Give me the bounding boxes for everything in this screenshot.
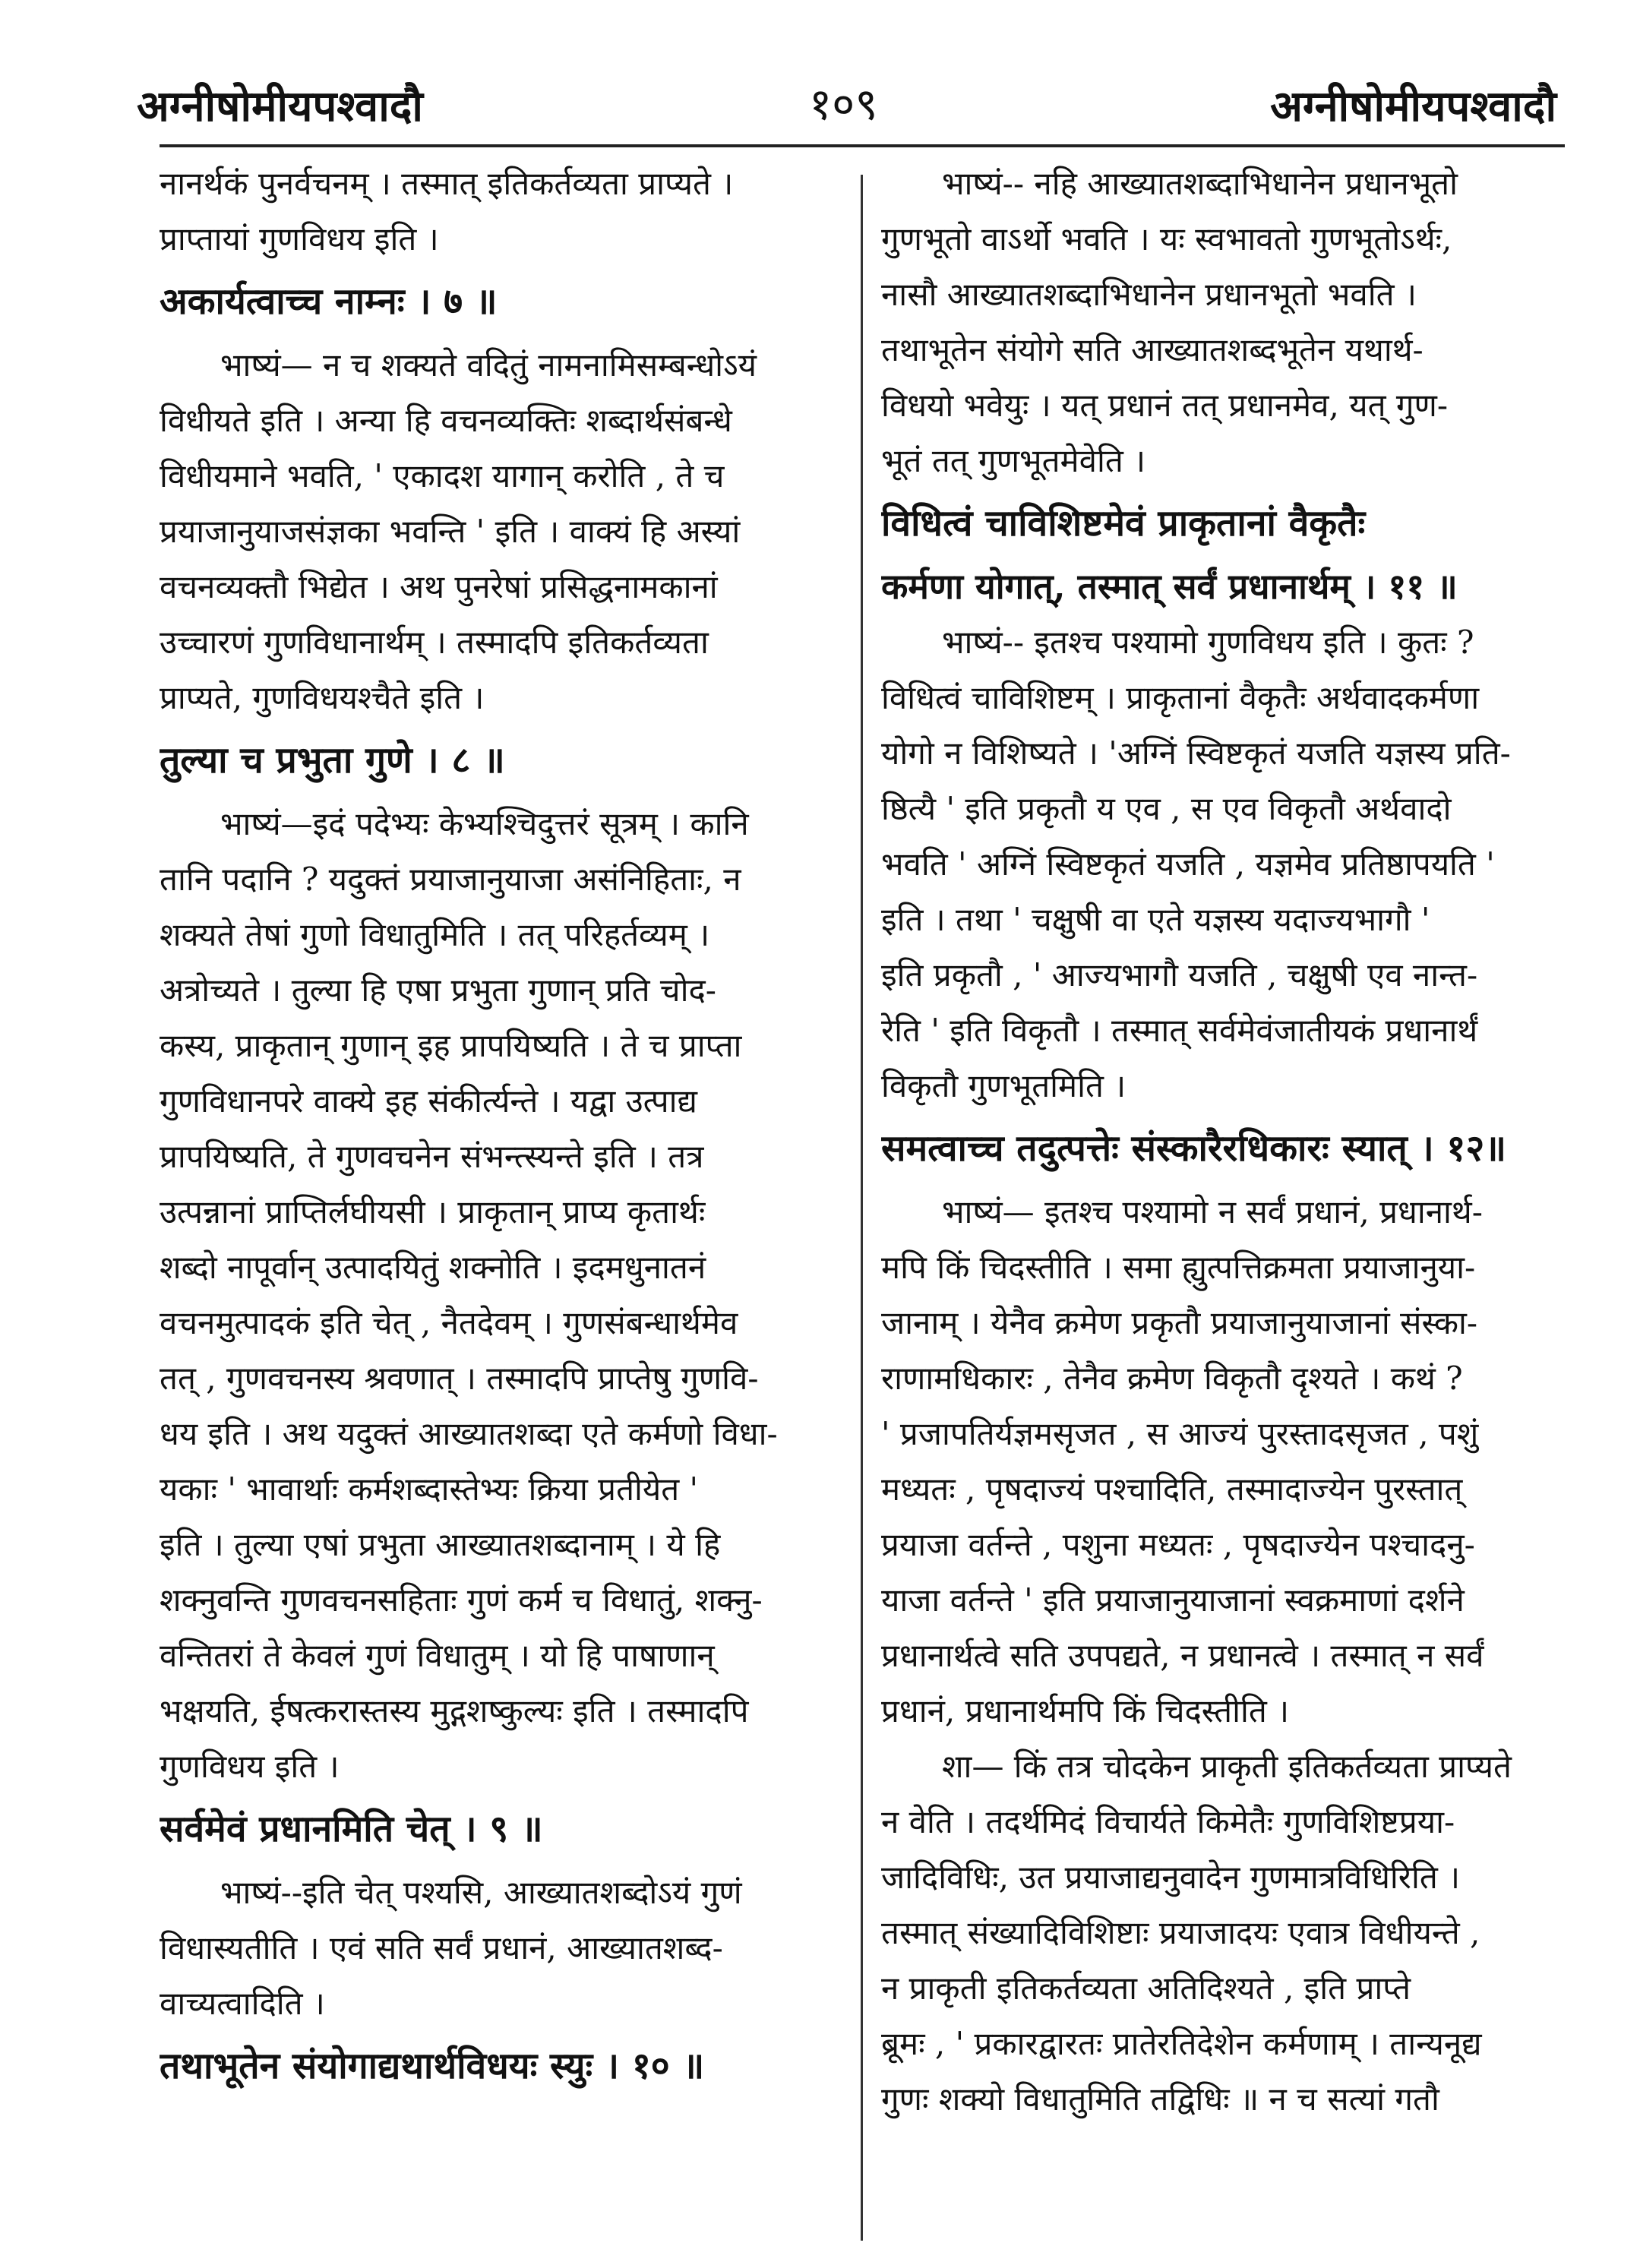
text-line: मपि किं चिदस्तीति । समा ह्युत्पत्तिक्रमता प्रयाजानुया- [881, 1249, 1476, 1286]
text-line: कस्य, प्राकृतान् गुणान् इह प्रापयिष्यति । ते च प्राप्ता [160, 1027, 742, 1064]
sutra-heading: तुल्या च प्रभुता गुणे । ८ ॥ [160, 739, 505, 782]
running-title-right: अग्नीषोमीयपश्वादौ [1270, 81, 1556, 131]
text-line: न प्राकृती इतिकर्तव्यता अतिदिश्यते , इति प्राप्ते [881, 1969, 1411, 2007]
text-line: प्राप्तायां गुणविधय इति । [160, 220, 439, 257]
text-line: भाष्यं— न च शक्यते वदितुं नामनामिसम्बन्धोऽयं [220, 346, 757, 384]
text-line: प्रधानार्थत्वे सति उपपद्यते, न प्रधानत्वे । तस्मात् न सर्वं [881, 1637, 1484, 1674]
sutra-heading: सर्वमेवं प्रधानमिति चेत् । ९ ॥ [160, 1808, 543, 1850]
text-line: जादिविधिः, उत प्रयाजाद्यनुवादेन गुणमात्रविधिरिति । [881, 1859, 1461, 1896]
text-line: भाष्यं— इतश्च पश्यामो न सर्वं प्रधानं, प्रधानार्थ- [942, 1193, 1483, 1230]
text-line: शक्नुवन्ति गुणवचनसहिताः गुणं कर्म च विधातुं, शक्नु- [160, 1581, 763, 1619]
text-line: तस्मात् संख्यादिविशिष्टाः प्रयाजादयः एवात्र विधीयन्ते , [881, 1914, 1480, 1951]
text-line: राणामधिकारः , तेनैव क्रमेण विकृतौ दृश्यते । कथं ? [881, 1360, 1463, 1397]
text-line: विधीयते इति । अन्या हि वचनव्यक्तिः शब्दार्थसंबन्धे [160, 402, 732, 439]
text-line: नानर्थकं पुनर्वचनम् । तस्मात् इतिकर्तव्यता प्राप्यते । [160, 165, 734, 202]
text-line: प्रयाजा वर्तन्ते , पशुना मध्यतः , पृषदाज्येन पश्चादनु- [881, 1526, 1475, 1563]
text-line: शक्यते तेषां गुणो विधातुमिति । तत् परिहर्तव्यम् । [160, 916, 710, 953]
text-line: भूतं तत् गुणभूतमेवेति । [881, 442, 1146, 479]
text-line: योगो न विशिष्यते । 'अग्निं स्विष्टकृतं यजति यज्ञस्य प्रति- [881, 734, 1511, 772]
text-line: नासौ आख्यातशब्दाभिधानेन प्रधानभूतो भवति । [881, 276, 1417, 313]
text-line: प्रापयिष्यति, ते गुणवचनेन संभन्त्स्यन्ते इति । तत्र [160, 1138, 704, 1175]
text-line: गुणः शक्यो विधातुमिति तद्विधिः ॥ न च सत्यां गतौ [881, 2080, 1439, 2118]
text-line: ' प्रजापतिर्यज्ञमसृजत , स आज्यं पुरस्तादसृजत , पशुं [881, 1415, 1479, 1452]
text-line: इति प्रकृतौ , ' आज्यभागौ यजति , चक्षुषी एव नान्त- [881, 956, 1478, 993]
text-line: भाष्यं--इति चेत् पश्यसि, आख्यातशब्दोऽयं गुणं [220, 1874, 742, 1911]
sutra-heading: विधित्वं चाविशिष्टमेवं प्राकृतानां वैकृतैः [881, 502, 1366, 545]
text-line: कर्मणा योगात्, तस्मात् सर्वं प्रधानार्थम् । ११ ॥ [881, 566, 1458, 607]
text-line: वचनव्यक्तौ भिद्येत । अथ पुनरेषां प्रसिद्धनामकानां [160, 568, 718, 605]
text-line: ष्ठित्यै ' इति प्रकृतौ य एव , स एव विकृतौ अर्थवादो [881, 790, 1452, 827]
text-line: भक्षयति, ईषत्करास्तस्य मुद्गशष्कुल्यः इति । तस्मादपि [160, 1692, 749, 1729]
column-divider [861, 175, 863, 2241]
text-line: यकाः ' भावार्थाः कर्मशब्दास्तेभ्यः क्रिया प्रतीयेत ' [160, 1470, 699, 1508]
text-line: जानाम् । येनैव क्रमेण प्रकृतौ प्रयाजानुयाजानां संस्का- [881, 1304, 1478, 1341]
text-line: इति । तथा ' चक्षुषी वा एते यज्ञस्य यदाज्यभागौ ' [881, 901, 1430, 938]
text-line: गुणविधय इति । [160, 1748, 340, 1785]
text-line: वन्तितरां ते केवलं गुणं विधातुम् । यो हि पाषाणान् [160, 1637, 715, 1674]
page-number: १०९ [809, 78, 878, 130]
text-line: विधयो भवेयुः । यत् प्रधानं तत् प्रधानमेव, यत् गुण- [881, 387, 1449, 424]
text-line: अत्रोच्यते । तुल्या हि एषा प्रभुता गुणान् प्रति चोद- [160, 971, 716, 1009]
text-line: न वेति । तदर्थमिदं विचार्यते किमेतैः गुणविशिष्टप्रया- [881, 1803, 1455, 1840]
text-line: प्राप्यते, गुणविधयश्चैते इति । [160, 679, 485, 716]
text-line: भाष्यं-- नहि आख्यातशब्दाभिधानेन प्रधानभूतो [942, 165, 1458, 202]
running-title-left: अग्नीषोमीयपश्वादौ [137, 81, 423, 131]
text-line: तत् , गुणवचनस्य श्रवणात् । तस्मादपि प्राप्तेषु गुणवि- [160, 1360, 759, 1397]
text-line: विधास्यतीति । एवं सति सर्वं प्रधानं, आख्यातशब्द- [160, 1929, 723, 1966]
text-line: विधित्वं चाविशिष्टम् । प्राकृतानां वैकृतैः अर्थवादकर्मणा [881, 679, 1480, 716]
text-line: प्रयाजानुयाजसंज्ञका भवन्ति ' इति । वाक्यं हि अस्यां [160, 513, 741, 550]
page-header [0, 0, 1640, 141]
text-line: शब्दो नापूर्वान् उत्पादयितुं शक्नोति । इदमधुनातनं [160, 1249, 706, 1286]
text-line: गुणविधानपरे वाक्ये इह संकीर्त्यन्ते । यद्वा उत्पाद्य [160, 1082, 697, 1120]
text-line: वाच्यत्वादिति । [160, 1985, 325, 2022]
left-column [160, 156, 843, 2253]
right-column [881, 156, 1565, 2253]
text-line: शा— किं तत्र चोदकेन प्राकृती इतिकर्तव्यता प्राप्यते [942, 1748, 1512, 1785]
text-line: इति । तुल्या एषां प्रभुता आख्यातशब्दानाम् । ये हि [160, 1526, 721, 1563]
sutra-heading: अकार्यत्वाच्च नाम्नः । ७ ॥ [160, 280, 498, 323]
text-line: भाष्यं—इदं पदेभ्यः केभ्यश्चिदुत्तरं सूत्रम् । कानि [220, 805, 749, 842]
text-line: रेति ' इति विकृतौ । तस्मात् सर्वमेवंजातीयकं प्रधानार्थं [881, 1012, 1478, 1049]
header-rule [160, 144, 1565, 147]
text-line: प्रधानं, प्रधानार्थमपि किं चिदस्तीति । [881, 1692, 1290, 1729]
text-line: वचनमुत्पादकं इति चेत् , नैतदेवम् । गुणसंबन्धार्थमेव [160, 1304, 738, 1341]
text-line: उच्चारणं गुणविधानार्थम् । तस्मादपि इतिकर्तव्यता [160, 624, 709, 661]
text-line: गुणभूतो वाऽर्थो भवति । यः स्वभावतो गुणभूतोऽर्थः, [881, 220, 1452, 257]
text-line: विकृतौ गुणभूतमिति । [881, 1067, 1127, 1104]
text-line: याजा वर्तन्ते ' इति प्रयाजानुयाजानां स्वक्रमाणां दर्शने [881, 1581, 1465, 1619]
text-line: धय इति । अथ यदुक्तं आख्यातशब्दा एते कर्मणो विधा- [160, 1415, 778, 1452]
sutra-heading: तथाभूतेन संयोगाद्यथार्थविधयः स्युः । १० ॥ [160, 2045, 705, 2087]
text-line: तथाभूतेन संयोगे सति आख्यातशब्दभूतेन यथार्थ- [881, 331, 1424, 368]
text-line: भाष्यं-- इतश्च पश्यामो गुणविधय इति । कुतः ? [942, 624, 1474, 661]
sutra-heading: समत्वाच्च तदुत्पत्तेः संस्कारैरधिकारः स्यात् । १२॥ [881, 1127, 1507, 1170]
text-line: तानि पदानि ? यदुक्तं प्रयाजानुयाजा असंनिहिताः, न [160, 861, 741, 898]
text-line: उत्पन्नानां प्राप्तिर्लघीयसी । प्राकृतान् प्राप्य कृतार्थः [160, 1193, 706, 1230]
text-line: मध्यतः , पृषदाज्यं पश्चादिति, तस्मादाज्येन पुरस्तात् [881, 1470, 1463, 1508]
text-line: भवति ' अग्निं स्विष्टकृतं यजति , यज्ञमेव प्रतिष्ठापयति ' [881, 845, 1495, 883]
text-line: विधीयमाने भवति, ' एकादश यागान् करोति , ते च [160, 457, 725, 494]
text-line: ब्रूमः , ' प्रकारद्वारतः प्रातेरतिदेशेन कर्मणाम् । तान्यनूद्य [881, 2025, 1482, 2062]
